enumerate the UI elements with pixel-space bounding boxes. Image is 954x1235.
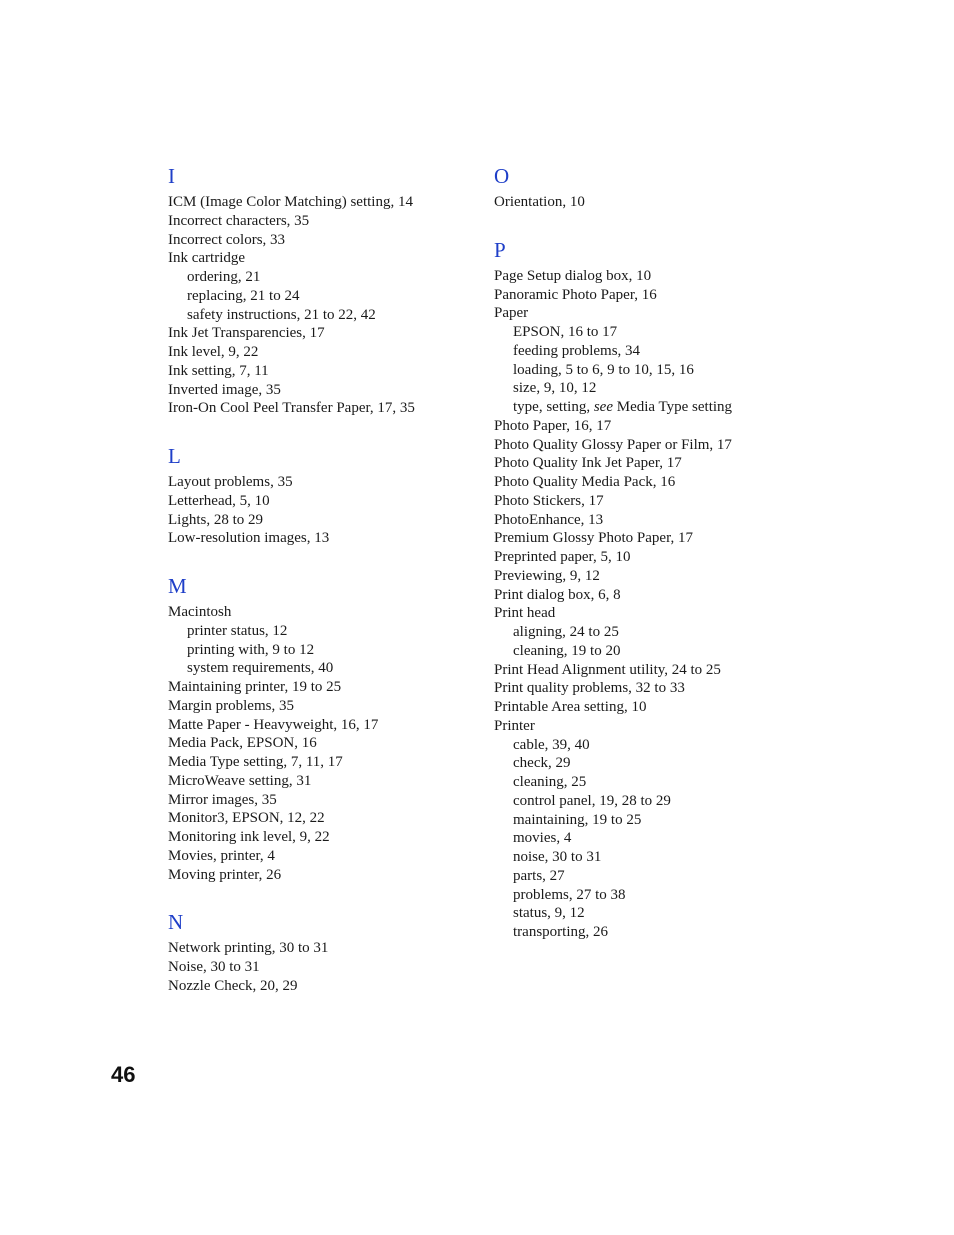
index-section-l [168,443,468,548]
section-letter: P [494,237,506,262]
index-entry: Print quality problems, 32 to 33 [494,680,685,697]
index-entry: Ink cartridge [168,250,246,267]
index-subentry: size, 9, 10, 12 [513,380,597,397]
index-entry: MicroWeave setting, 31 [168,772,312,789]
index-entry: Premium Glossy Photo Paper, 17 [494,530,693,547]
index-subentry: status, 9, 12 [513,905,585,922]
index-entry: Print dialog box, 6, 8 [494,586,621,603]
index-entry: Matte Paper - Heavyweight, 16, 17 [168,716,379,733]
index-entry: ICM (Image Color Matching) setting, 14 [168,194,413,210]
index-entry: Ink setting, 7, 11 [168,362,269,379]
index-subentry: safety instructions, 21 to 22, 42 [187,306,376,323]
index-subentry: ordering, 21 [187,269,261,285]
page-number: 46 [111,1062,136,1087]
index-subentry: maintaining, 19 to 25 [513,811,642,828]
index-entry: Inverted image, 35 [168,381,281,398]
index-subentry [494,398,794,417]
index-section-i [168,163,468,418]
index-entry: Page Setup dialog box, 10 [494,267,652,284]
index-entry: Mirror images, 35 [168,791,277,808]
index-entry: Network printing, 30 to 31 [168,940,329,957]
index-subentry: feeding problems, 34 [513,342,641,359]
index-column-right [494,163,794,967]
entry-list [494,193,794,212]
index-entry: Monitor3, EPSON, 12, 22 [168,810,325,827]
index-entry: Iron-On Cool Peel Transfer Paper, 17, 35 [168,400,415,417]
index-subentry: parts, 27 [513,867,565,884]
index-entry: Photo Paper, 16, 17 [494,417,612,434]
index-subentry: printer status, 12 [187,622,288,639]
index-section-o [494,163,794,212]
index-subentry: system requirements, 40 [187,660,334,677]
index-section-m [168,573,468,884]
index-subentry: printing with, 9 to 12 [187,641,315,658]
index-entry: Nozzle Check, 20, 29 [168,977,298,994]
index-subentry: problems, 27 to 38 [513,886,626,903]
entry-text: type, setting, [513,399,594,415]
index-entry: Panoramic Photo Paper, 16 [494,286,657,303]
index-subentry: cleaning, 25 [513,774,587,790]
index-entry: Orientation, 10 [494,194,585,210]
index-entry: Incorrect characters, 35 [168,212,310,229]
index-entry: Photo Quality Ink Jet Paper, 17 [494,455,682,472]
index-subentry: cable, 39, 40 [513,736,590,753]
index-entry: Printable Area setting, 10 [494,699,647,715]
index-subentry: transporting, 26 [513,924,608,940]
index-entry: Noise, 30 to 31 [168,959,260,975]
index-entry: Previewing, 9, 12 [494,567,600,584]
index-entry: Layout problems, 35 [168,474,293,490]
entry-list [168,473,468,548]
index-entry: Ink Jet Transparencies, 17 [168,325,325,342]
index-subentry: loading, 5 to 6, 9 to 10, 15, 16 [513,361,694,378]
index-entry: Print head [494,605,556,622]
index-entry: Photo Quality Media Pack, 16 [494,474,676,490]
section-letter: L [168,444,181,468]
index-column-left [168,163,468,1021]
index-entry: Media Pack, EPSON, 16 [168,735,317,752]
entry-list [168,939,468,995]
index-entry: Monitoring ink level, 9, 22 [168,829,330,845]
see-reference: see [593,399,613,415]
index-entry: Maintaining printer, 19 to 25 [168,679,342,695]
section-letter: N [168,910,184,935]
index-entry: Movies, printer, 4 [168,847,275,864]
section-letter: O [494,164,510,188]
index-entry: Photo Stickers, 17 [494,492,604,509]
index-entry: Print Head Alignment utility, 24 to 25 [494,661,721,678]
index-entry: Media Type setting, 7, 11, 17 [168,754,343,770]
index-entry: Preprinted paper, 5, 10 [494,549,631,565]
index-subentry: check, 29 [513,755,571,772]
index-entry: Low-resolution images, 13 [168,530,330,547]
index-entry: Incorrect colors, 33 [168,231,286,248]
index-subentry: EPSON, 16 to 17 [513,324,618,340]
index-subentry: noise, 30 to 31 [513,849,602,865]
index-subentry: movies, 4 [513,830,572,847]
section-letter: I [168,164,175,188]
index-entry: Ink level, 9, 22 [168,344,259,360]
entry-list [494,267,794,942]
index-entry: Paper [494,305,529,322]
index-subentry: control panel, 19, 28 to 29 [513,792,671,809]
index-section-n [168,909,468,995]
see-reference-target: Media Type setting [612,399,733,415]
index-entry: Photo Quality Glossy Paper or Film, 17 [494,436,732,453]
index-entry: Macintosh [168,604,232,620]
index-entry: PhotoEnhance, 13 [494,511,604,528]
index-entry: Letterhead, 5, 10 [168,492,270,509]
index-entry: Margin problems, 35 [168,697,294,714]
index-subentry: aligning, 24 to 25 [513,624,619,640]
index-entry: Moving printer, 26 [168,866,282,883]
entry-list [168,603,468,884]
entry-list [168,193,468,418]
index-section-p [494,237,794,942]
section-letter: M [168,574,187,598]
index-subentry: replacing, 21 to 24 [187,287,300,304]
index-entry: Lights, 28 to 29 [168,511,264,528]
index-subentry: cleaning, 19 to 20 [513,642,621,659]
index-entry: Printer [494,717,535,734]
